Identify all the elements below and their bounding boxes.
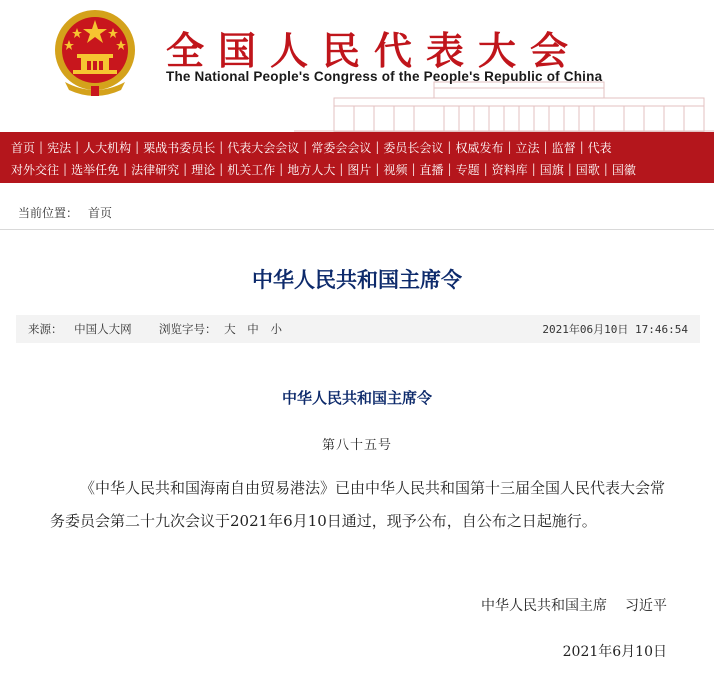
main-nav bbox=[0, 132, 714, 183]
nav-item-row1-10[interactable]: 代表 bbox=[587, 140, 612, 155]
signer-title: 中华人民共和国主席 bbox=[481, 598, 607, 614]
nav-item-row2-0[interactable]: 对外交往 bbox=[11, 162, 60, 177]
national-emblem-icon bbox=[47, 6, 143, 98]
nav-separator: | bbox=[75, 140, 80, 154]
source-value: 中国人大网 bbox=[74, 322, 132, 336]
document-body: 《中华人民共和国海南自由贸易港法》已由中华人民共和国第十三届全国人民代表大会常务委员会第二十九次会议于2021年6月10日通过，现予公布，自公布之日起施行。 bbox=[50, 479, 666, 530]
nav-separator: | bbox=[39, 140, 44, 154]
nav-item-row2-9[interactable]: 专题 bbox=[455, 162, 480, 177]
nav-row-2 bbox=[11, 158, 714, 180]
breadcrumb bbox=[0, 196, 714, 230]
nav-separator: | bbox=[483, 162, 488, 176]
site-title-en: The National People's Congress of the People's Republic of China bbox=[166, 69, 603, 84]
font-size-large-button[interactable]: 大 bbox=[224, 322, 236, 336]
nav-separator: | bbox=[567, 162, 572, 176]
document-signer bbox=[481, 595, 667, 615]
nav-separator: | bbox=[603, 162, 608, 176]
nav-item-row1-9[interactable]: 监督 bbox=[551, 140, 576, 155]
nav-row-1 bbox=[11, 136, 714, 158]
nav-item-row2-13[interactable]: 国徽 bbox=[611, 162, 636, 177]
document-number: 第八十五号 bbox=[321, 438, 392, 453]
nav-item-row2-1[interactable]: 选举任免 bbox=[71, 162, 120, 177]
nav-item-row2-5[interactable]: 地方人大 bbox=[287, 162, 336, 177]
breadcrumb-home-link[interactable]: 首页 bbox=[88, 206, 113, 220]
nav-separator: | bbox=[411, 162, 416, 176]
nav-item-row1-2[interactable]: 人大机构 bbox=[83, 140, 132, 155]
nav-item-row2-4[interactable]: 机关工作 bbox=[227, 162, 276, 177]
nav-item-row2-11[interactable]: 国旗 bbox=[539, 162, 564, 177]
page-title: 中华人民共和国主席令 bbox=[252, 268, 462, 292]
nav-separator: | bbox=[447, 162, 452, 176]
breadcrumb-label: 当前位置： bbox=[18, 206, 79, 220]
nav-separator: | bbox=[123, 162, 128, 176]
nav-separator: | bbox=[375, 140, 380, 154]
nav-item-row2-8[interactable]: 直播 bbox=[419, 162, 444, 177]
font-size-small-button[interactable]: 小 bbox=[270, 322, 282, 336]
publish-datetime: 2021年06月10日 17:46:54 bbox=[542, 323, 688, 336]
nav-item-row1-4[interactable]: 代表大会会议 bbox=[227, 140, 300, 155]
nav-item-row1-6[interactable]: 委员长会议 bbox=[383, 140, 444, 155]
nav-separator: | bbox=[339, 162, 344, 176]
site-title-cn: 全国人民代表大会 bbox=[166, 28, 583, 73]
nav-item-row1-8[interactable]: 立法 bbox=[515, 140, 540, 155]
font-size-medium-button[interactable]: 中 bbox=[247, 322, 259, 336]
source-label: 来源： bbox=[28, 322, 63, 336]
nav-separator: | bbox=[507, 140, 512, 154]
nav-item-row2-12[interactable]: 国歌 bbox=[575, 162, 600, 177]
nav-separator: | bbox=[375, 162, 380, 176]
article-meta-bar bbox=[16, 315, 700, 343]
nav-separator: | bbox=[447, 140, 452, 154]
font-size-label: 浏览字号： bbox=[158, 322, 217, 336]
nav-separator: | bbox=[183, 162, 188, 176]
nav-item-row1-5[interactable]: 常委会会议 bbox=[311, 140, 372, 155]
nav-separator: | bbox=[579, 140, 584, 154]
nav-item-row1-0[interactable]: 首页 bbox=[11, 140, 36, 155]
signer-name: 习近平 bbox=[625, 598, 667, 614]
nav-separator: | bbox=[531, 162, 536, 176]
document-heading: 中华人民共和国主席令 bbox=[281, 389, 432, 407]
nav-separator: | bbox=[219, 162, 224, 176]
document-date: 2021年6月10日 bbox=[562, 644, 667, 660]
site-header bbox=[0, 0, 714, 132]
nav-separator: | bbox=[219, 140, 224, 154]
nav-item-row2-6[interactable]: 图片 bbox=[347, 162, 372, 177]
nav-item-row1-1[interactable]: 宪法 bbox=[47, 140, 72, 155]
nav-item-row1-7[interactable]: 权威发布 bbox=[455, 140, 504, 155]
nav-item-row1-3[interactable]: 栗战书委员长 bbox=[143, 140, 216, 155]
nav-separator: | bbox=[135, 140, 140, 154]
nav-separator: | bbox=[63, 162, 68, 176]
nav-item-row2-3[interactable]: 理论 bbox=[191, 162, 216, 177]
nav-item-row2-10[interactable]: 资料库 bbox=[491, 162, 528, 177]
nav-separator: | bbox=[279, 162, 284, 176]
nav-item-row2-7[interactable]: 视频 bbox=[383, 162, 408, 177]
nav-item-row2-2[interactable]: 法律研究 bbox=[131, 162, 180, 177]
nav-separator: | bbox=[543, 140, 548, 154]
nav-separator: | bbox=[303, 140, 308, 154]
